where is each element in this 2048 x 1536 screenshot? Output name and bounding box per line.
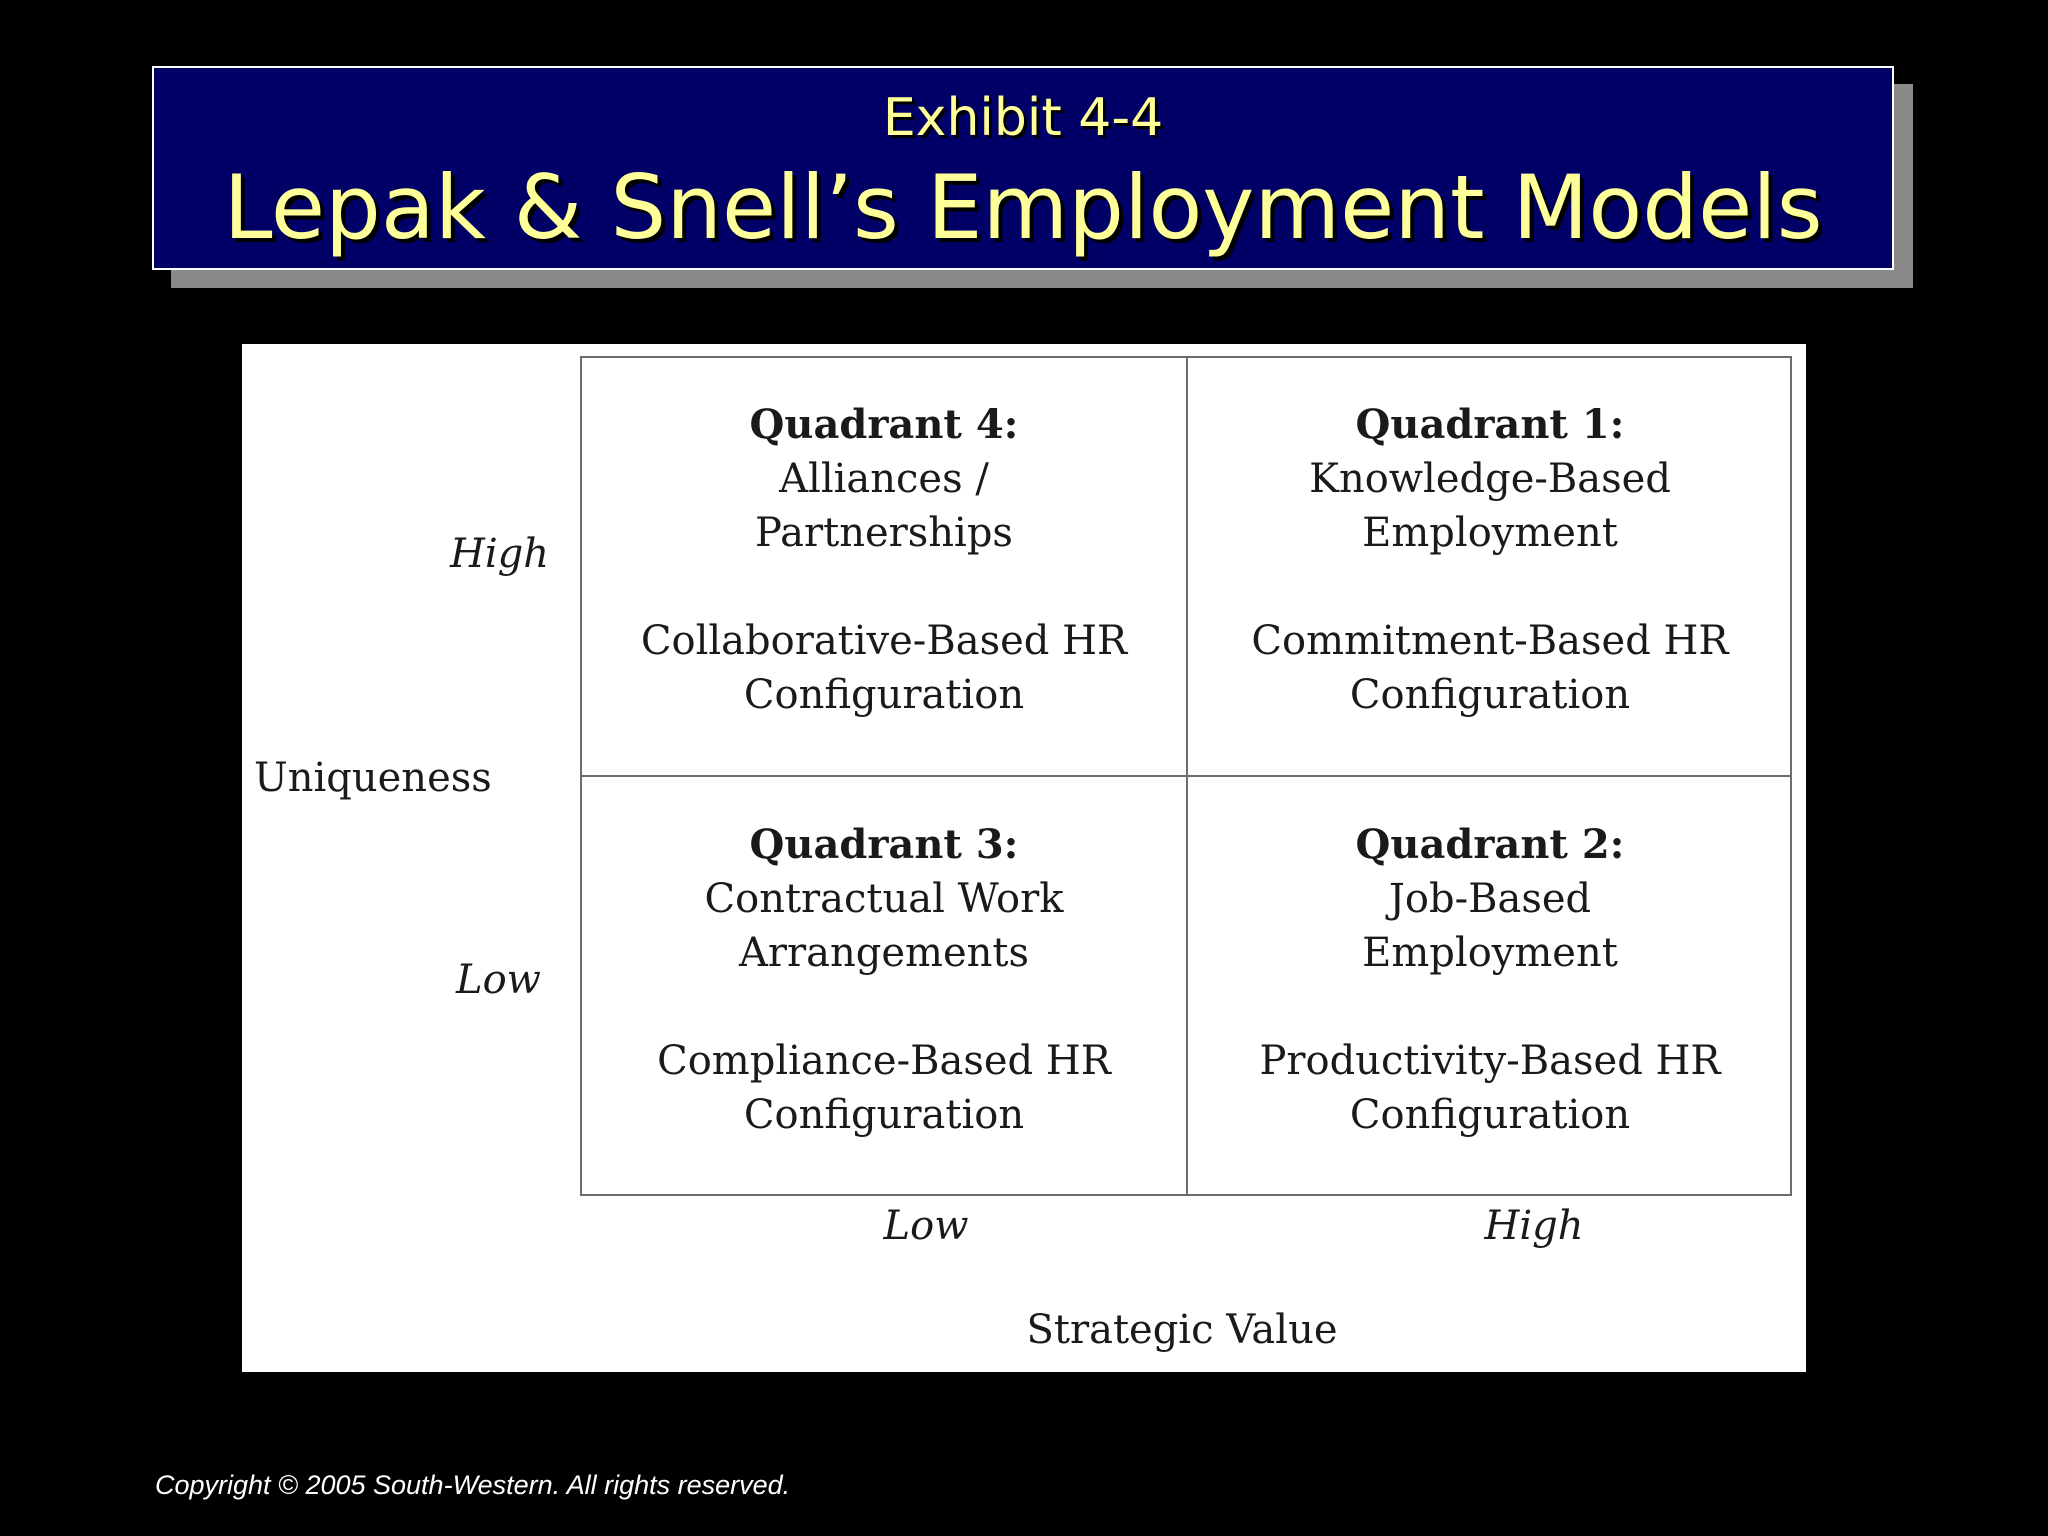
copyright-notice: Copyright © 2005 South-Western. All rights reserved. (155, 1470, 791, 1500)
y-axis-high-label: High (450, 531, 550, 577)
hr-configuration-line: Configuration (1349, 672, 1631, 718)
quadrant-4 (582, 398, 1186, 722)
employment-mode-line: Partnerships (755, 510, 1013, 556)
y-axis-low-label: Low (456, 957, 541, 1003)
quadrant-title: Quadrant 2: (1355, 821, 1625, 868)
employment-models-diagram (242, 344, 1806, 1372)
y-axis-title: Uniqueness (254, 755, 492, 801)
slide-title: Lepak & Snell’s Employment Models (223, 156, 1823, 259)
title-banner (152, 66, 1894, 270)
employment-mode-line: Knowledge-Based (1309, 456, 1671, 502)
employment-mode-line: Job-Based (1388, 876, 1592, 922)
employment-mode-line: Arrangements (739, 930, 1029, 976)
employment-mode-line: Contractual Work (704, 876, 1064, 922)
grid-horizontal-divider (582, 775, 1790, 777)
quadrant-grid (580, 356, 1792, 1196)
exhibit-number: Exhibit 4-4 (882, 88, 1164, 148)
quadrant-title: Quadrant 4: (749, 401, 1019, 448)
quadrant-3 (582, 818, 1186, 1142)
quadrant-1 (1188, 398, 1792, 722)
hr-configuration-line: Configuration (743, 672, 1025, 718)
hr-configuration-line: Commitment-Based HR (1251, 618, 1729, 664)
x-axis-low-label: Low (883, 1203, 969, 1249)
x-axis-high-label: High (1484, 1203, 1584, 1249)
employment-mode-line: Alliances / (779, 456, 989, 502)
hr-configuration-line: Compliance-Based HR (657, 1038, 1111, 1084)
x-axis-title: Strategic Value (1026, 1307, 1338, 1353)
hr-configuration-line: Collaborative-Based HR (640, 618, 1128, 664)
quadrant-2 (1188, 818, 1792, 1142)
hr-configuration-line: Configuration (1349, 1092, 1631, 1138)
employment-mode-line: Employment (1362, 510, 1618, 556)
quadrant-title: Quadrant 1: (1355, 401, 1625, 448)
hr-configuration-line: Configuration (743, 1092, 1025, 1138)
hr-configuration-line: Productivity-Based HR (1259, 1038, 1721, 1084)
employment-mode-line: Employment (1362, 930, 1618, 976)
quadrant-title: Quadrant 3: (749, 821, 1019, 868)
